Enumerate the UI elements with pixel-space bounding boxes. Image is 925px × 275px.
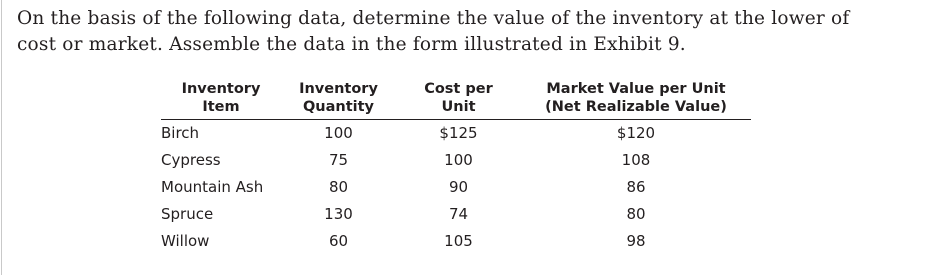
table-row-mountain-ash: [161, 173, 751, 200]
cell-quantity: 60: [328, 231, 349, 250]
cell-item: Willow: [161, 231, 210, 250]
cell-quantity: 130: [324, 204, 353, 223]
header-market-value-line-2: (Net Realizable Value): [545, 99, 727, 115]
header-market-value: [521, 80, 751, 120]
problem-statement: [17, 6, 917, 58]
header-inventory-quantity: [281, 80, 396, 120]
cell-cost: $125: [439, 124, 478, 142]
header-inventory-item-line-2: Item: [202, 99, 240, 115]
cell-market-value: 86: [626, 177, 646, 196]
cell-market-value: $120: [616, 124, 656, 142]
header-inventory-quantity-line-1: Inventory: [299, 81, 378, 97]
table-row-birch: [161, 120, 751, 147]
problem-statement-line-2: cost or market. Assemble the data in the form illustrated in Exhibit 9.: [17, 34, 686, 55]
cell-item: Birch: [161, 124, 200, 142]
table-row-spruce: [161, 200, 751, 227]
cell-item: Cypress: [161, 150, 221, 169]
cell-cost: 105: [444, 231, 473, 250]
cell-market-value: 108: [621, 150, 651, 169]
inventory-table-header: [161, 80, 751, 120]
inventory-table-body: [161, 120, 751, 255]
inventory-table: [161, 80, 751, 254]
table-row-cypress: [161, 146, 751, 173]
header-cost-per-unit: [396, 80, 521, 120]
cell-cost: 74: [448, 204, 469, 223]
cell-market-value: 80: [626, 204, 646, 223]
cell-cost: 90: [448, 177, 469, 196]
page-border: [1, 0, 2, 275]
header-market-value-line-1: Market Value per Unit: [546, 81, 726, 97]
cell-item: Spruce: [161, 204, 214, 223]
header-inventory-quantity-line-2: Quantity: [302, 99, 375, 115]
cell-quantity: 75: [328, 150, 349, 169]
cell-market-value: 98: [626, 231, 646, 250]
header-row: [161, 80, 751, 120]
cell-quantity: 80: [328, 177, 349, 196]
header-cost-per-unit-line-2: Unit: [441, 99, 476, 115]
cell-item: Mountain Ash: [161, 177, 264, 196]
header-inventory-item-line-1: Inventory: [181, 81, 261, 97]
header-inventory-item: [161, 80, 281, 120]
header-cost-per-unit-line-1: Cost per: [424, 81, 493, 97]
cell-quantity: 100: [324, 124, 353, 142]
table-row-willow: [161, 227, 751, 254]
problem-statement-line-1: On the basis of the following data, determine the value of the inventory at the lower of: [17, 8, 850, 29]
cell-cost: 100: [444, 150, 473, 169]
